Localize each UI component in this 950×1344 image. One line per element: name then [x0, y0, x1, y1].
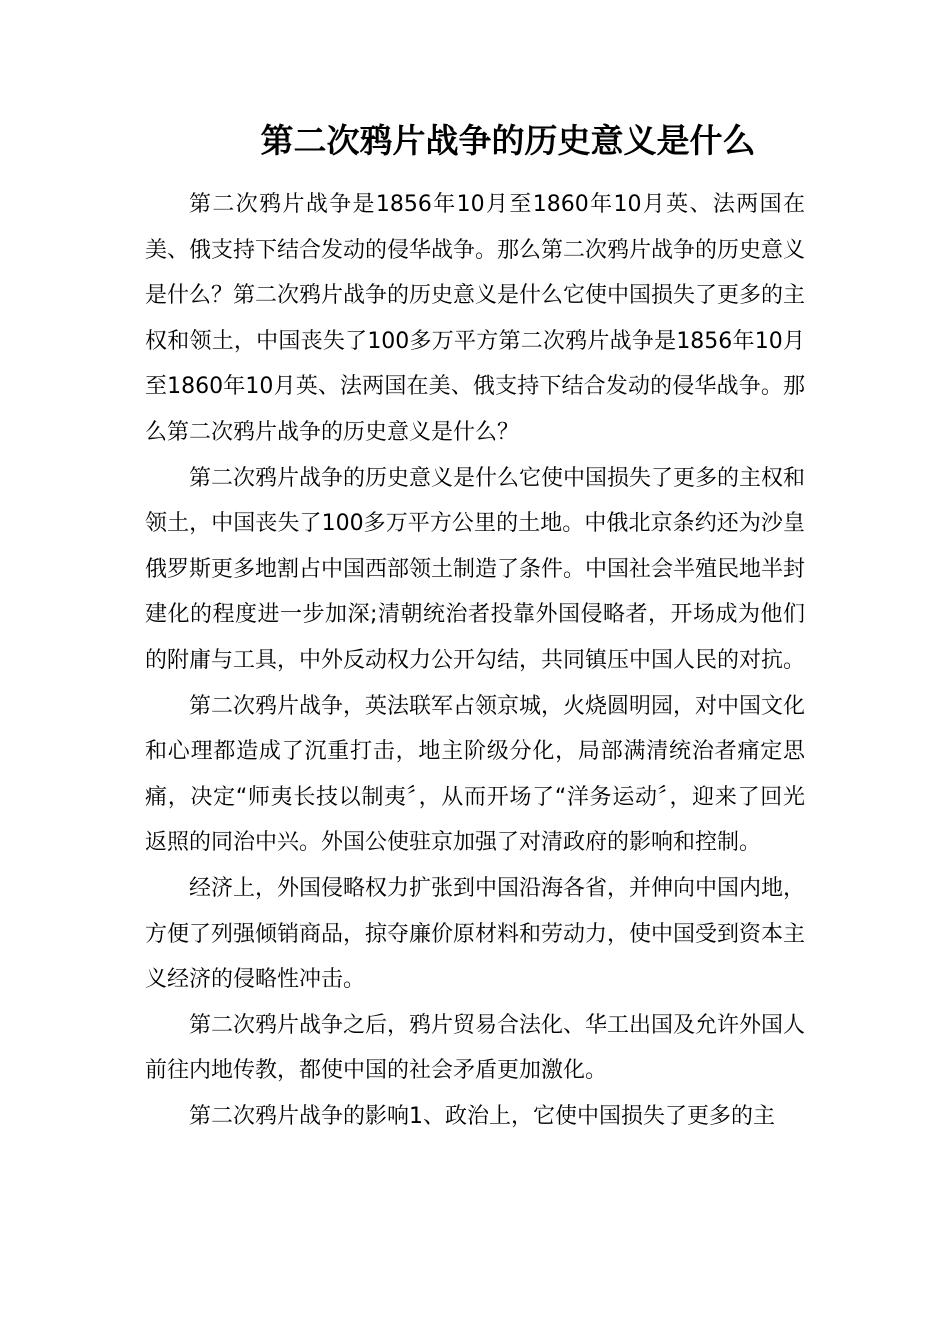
paragraph-1: 第二次鸦片战争是1856年10月至1860年10月英、法两国在美、俄支持下结合发动的侵华战争。那么第二次鸦片战争的历史意义是什么？第二次鸦片战争的历史意义是什么它使中国损失了更多的主权和领土，中国丧失了100多万平方第二次鸦片战争是1856年10月至1860年10月英、法两国在美、俄支持下结合发动的侵华战争。那么第二次鸦片战争的历史意义是什么？: [145, 192, 806, 445]
paragraph-4: 经济上，外国侵略权力扩张到中国沿海各省，并伸向中国内地，方便了列强倾销商品，掠夺廉价原材料和劳动力，使中国受到资本主义经济的侵略性冲击。: [145, 875, 806, 993]
document-body: [145, 182, 805, 1139]
paragraph-2: 第二次鸦片战争的历史意义是什么它使中国损失了更多的主权和领土，中国丧失了100多万平方公里的土地。中俄北京条约还为沙皇俄罗斯更多地割占中国西部领土制造了条件。中国社会半殖民地半封建化的程度进一步加深;清朝统治者投靠外国侵略者，开场成为他们的附庸与工具，中外反动权力公开勾结，共同镇压中国人民的对抗。: [145, 465, 806, 673]
paragraph-3: 第二次鸦片战争，英法联军占领京城，火烧圆明园，对中国文化和心理都造成了沉重打击，地主阶级分化，局部满清统治者痛定思痛，决定“师夷长技以制夷〞，从而开场了“洋务运动〞，迎来了回光返照的同治中兴。外国公使驻京加强了对清政府的影响和控制。: [145, 693, 806, 856]
document-title: 第二次鸦片战争的历史意义是什么: [260, 121, 756, 160]
paragraph-6: 第二次鸦片战争的影响1、政治上，它使中国损失了更多的主: [189, 1103, 775, 1129]
paragraph-5: 第二次鸦片战争之后，鸦片贸易合法化、华工出国及允许外国人前往内地传教，都使中国的社会矛盾更加激化。: [145, 1012, 806, 1084]
